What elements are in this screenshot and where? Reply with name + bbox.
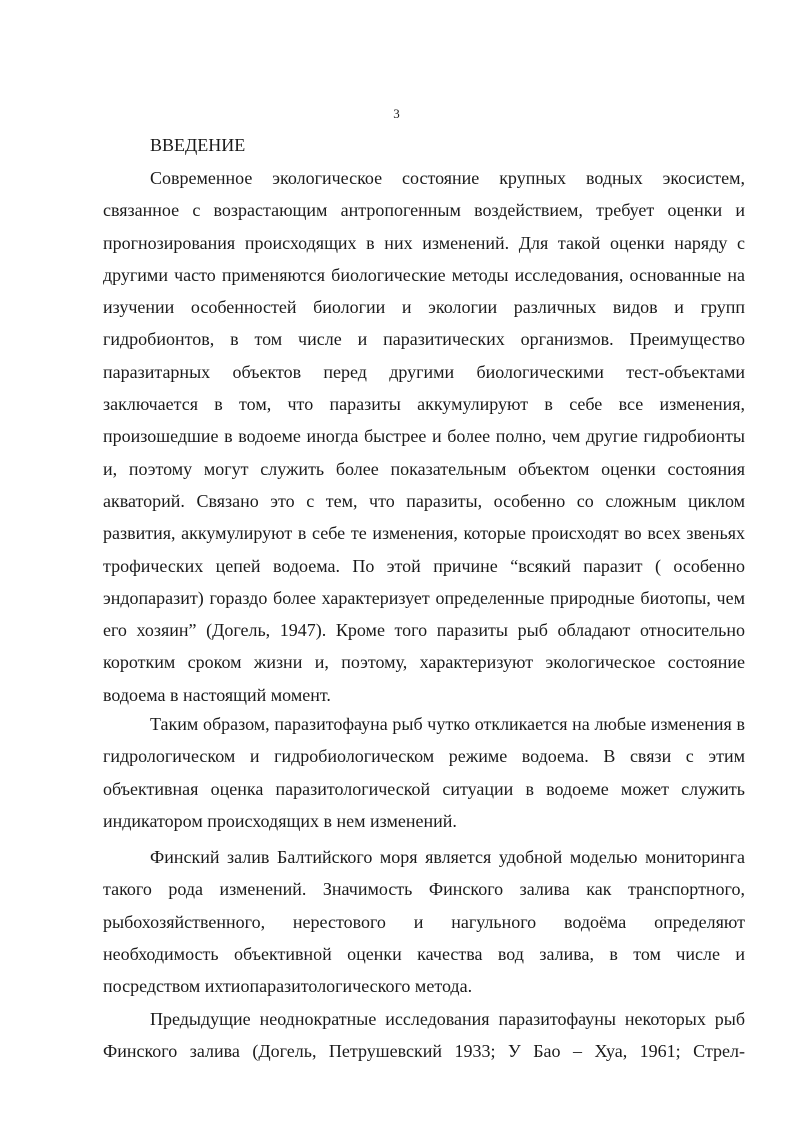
paragraph-4: Предыдущие неоднократные исследования паразитофауны некоторых рыб Финского залива (Догель, Петрушевский 1933; У Бао – Хуа, 1961; Стрел- xyxy=(103,1009,745,1062)
page-number: 3 xyxy=(393,106,400,121)
paragraph-2: Таким образом, паразитофауна рыб чутко откликается на любые изменения в гидрологическом и гидробиологическом режиме водоема. В связи с этим объективная оценка паразитологической ситуации в водоеме может служить индикатором происходящих в нем изменений. xyxy=(103,714,745,831)
section-heading: ВВЕДЕНИЕ xyxy=(150,135,246,155)
paragraph-1: Современное экологическое состояние крупных водных экосистем, связанное с возрастающим антропогенным воздействием, требует оценки и прогнозирования происходящих в них изменений. Для такой оценки наряду с другими часто применяются биологические методы исследования, основанные на изучении особенностей биологии и экологии различных видов и групп гидробионтов, в том числе и паразитических организмов. Преимущество паразитарных объектов перед другими биологическими тест-объектами заключается в том, что паразиты аккумулируют в себе все изменения, произошедшие в водоеме иногда быстрее и более полно, чем другие гидробионты и, поэтому могут служить более показательным объектом оценки состояния акваторий. Связано это с тем, что паразиты, особенно со сложным циклом развития, аккумулируют в себе те изменения, которые происходят во всех звеньях трофических цепей водоема. По этой причине “всякий паразит ( особенно эндопаразит) гораздо более характеризует определенные природные биотопы, чем его хозяин” (Догель, 1947). Кроме того паразиты рыб обладают относительно коротким сроком жизни и, поэтому, характеризуют экологическое состояние водоема в настоящий момент. xyxy=(103,168,745,705)
paragraph-3: Финский залив Балтийского моря является удобной моделью мониторинга такого рода изменений. Значимость Финского залива как транспортного, рыбохозяйственного, нерестового и нагульного водоёма определяют необходимость объективной оценки качества вод залива, в том числе и посредством ихтиопаразитологического метода. xyxy=(103,847,745,997)
